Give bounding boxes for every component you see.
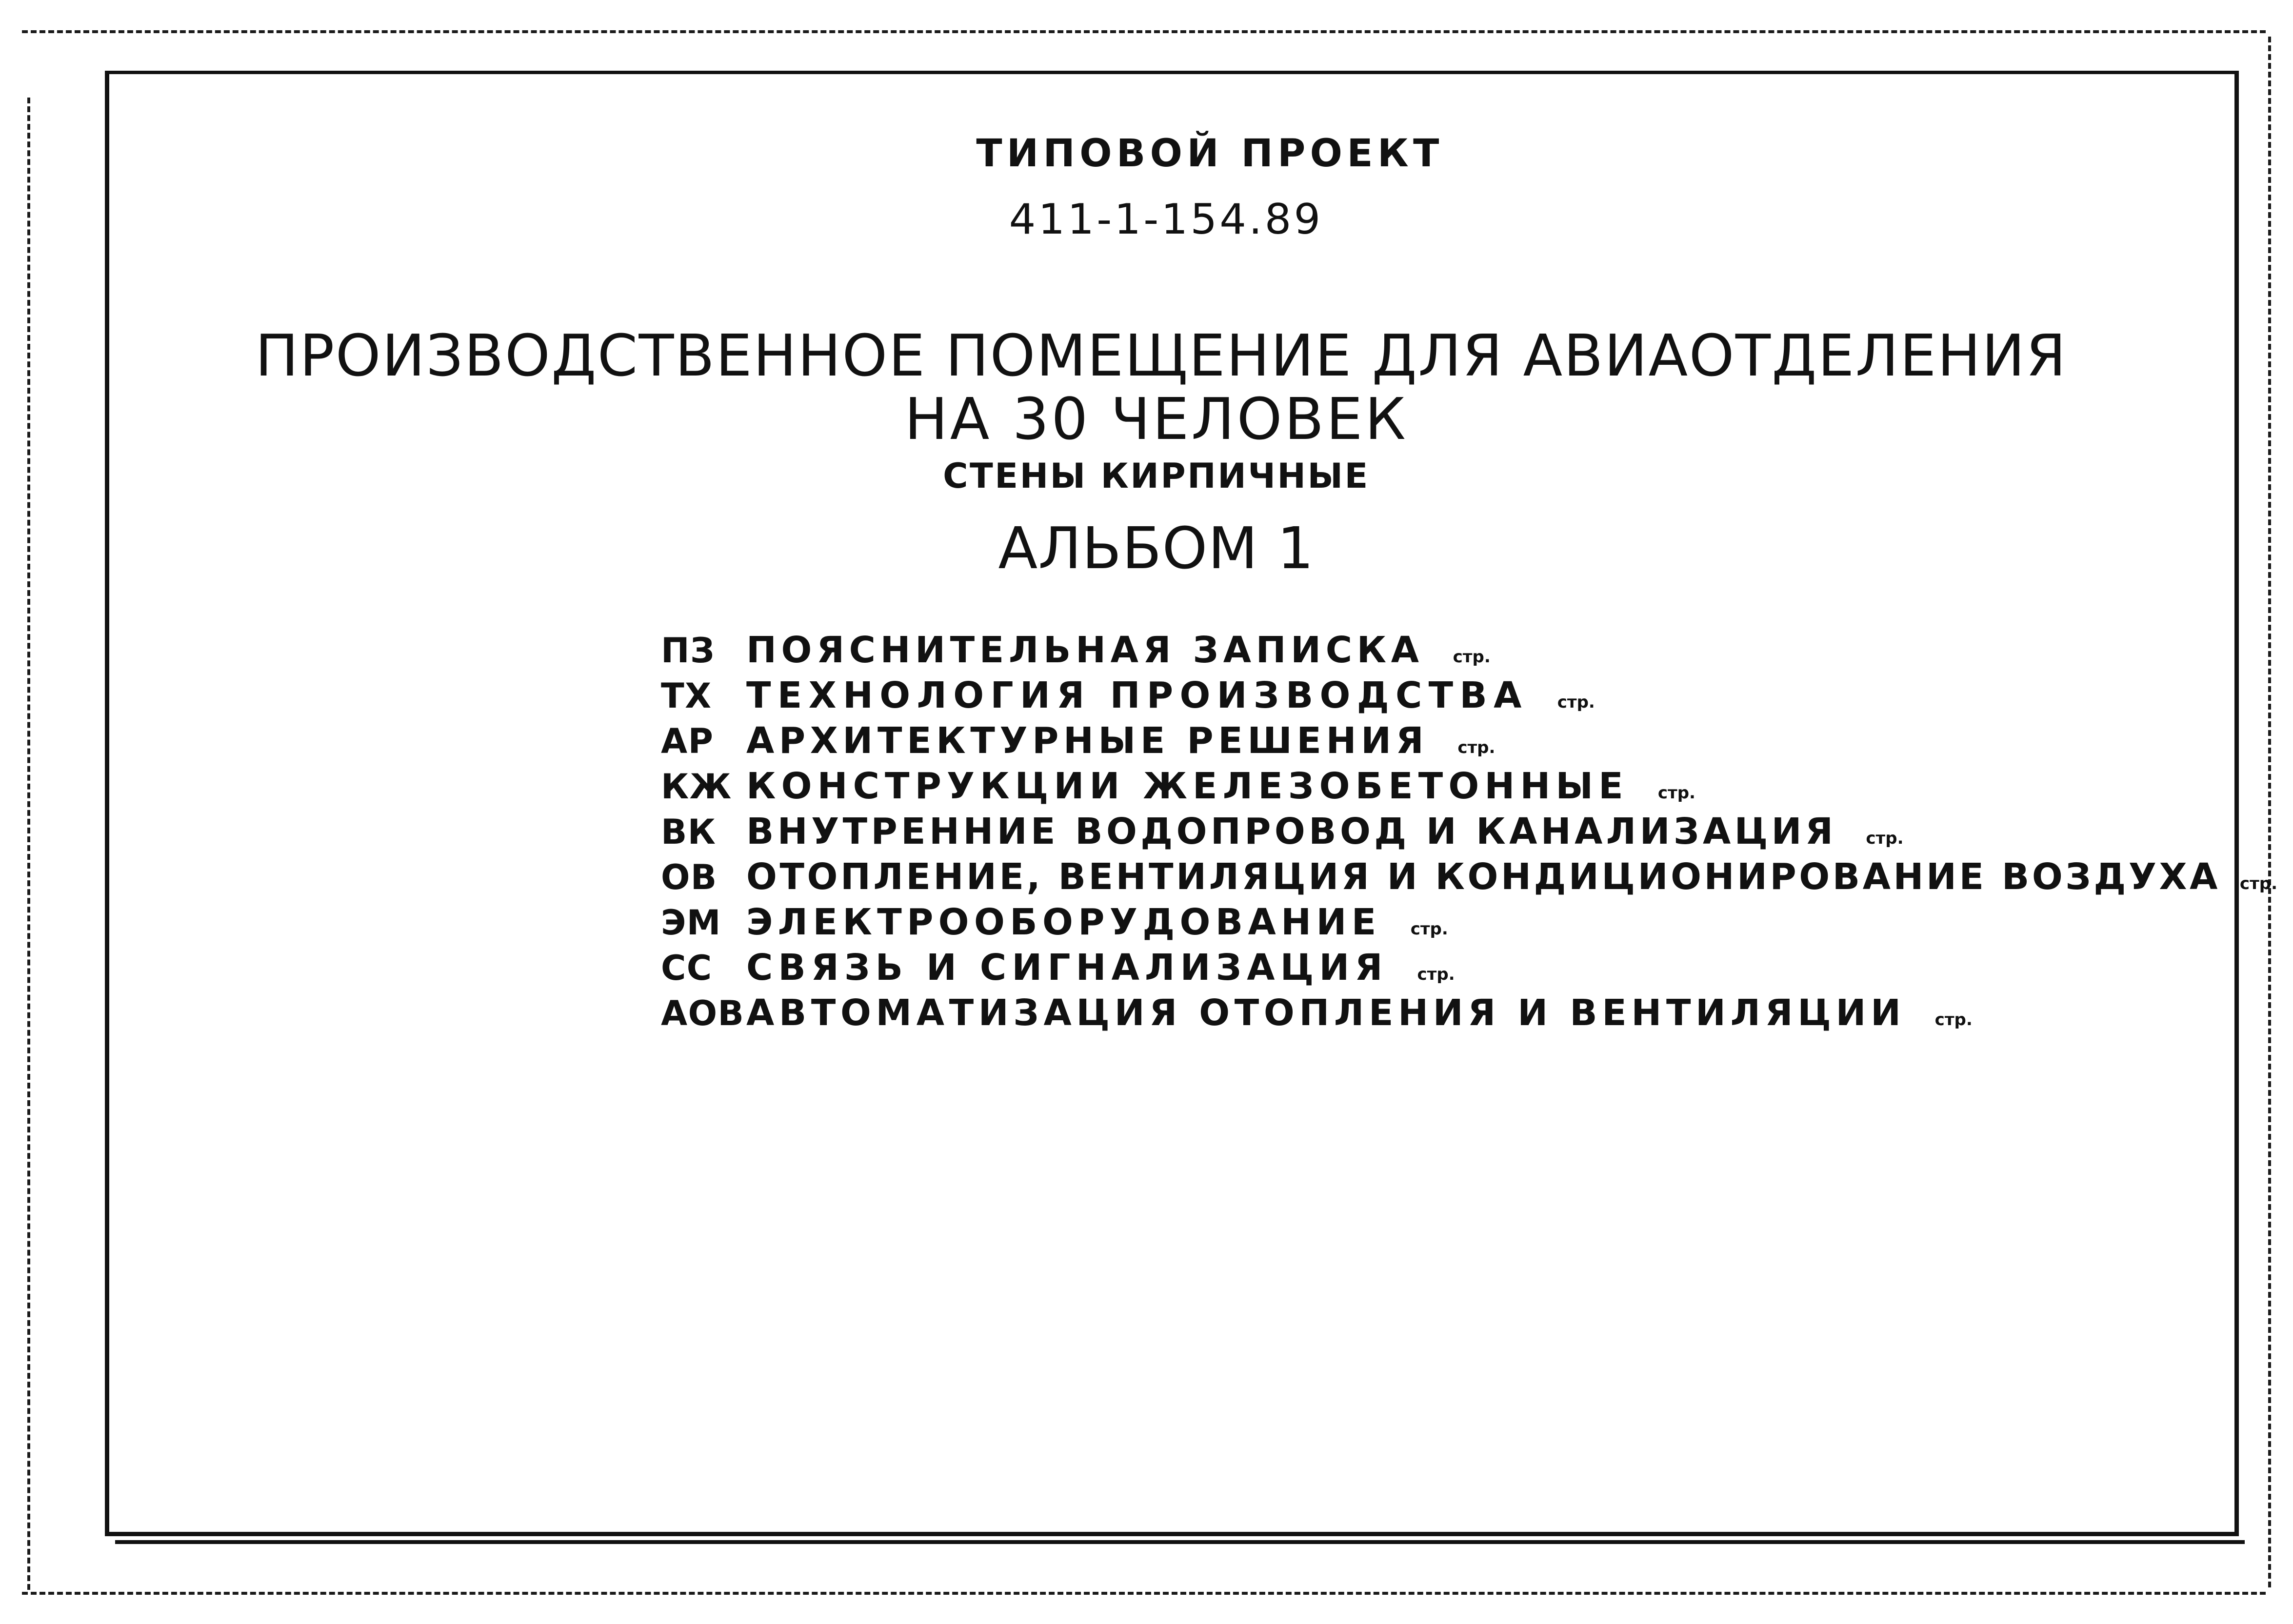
section-title: СВЯЗЬ И СИГНАЛИЗАЦИЯ	[746, 947, 1388, 989]
section-code: АР	[661, 721, 714, 761]
section-code: ВК	[661, 812, 717, 852]
page-ref: стр.	[1410, 919, 1448, 939]
contents-row	[661, 947, 2277, 992]
section-title: ВНУТРЕННИЕ ВОДОПРОВОД И КАНАЛИЗАЦИЯ	[746, 811, 1837, 852]
document-subtitle: НА 30 ЧЕЛОВЕК	[904, 385, 1408, 453]
project-type-label: ТИПОВОЙ ПРОЕКТ	[976, 132, 1444, 176]
section-title: КОНСТРУКЦИИ ЖЕЛЕЗОБЕТОННЫЕ	[746, 765, 1629, 807]
album-label: АЛЬБОМ 1	[998, 515, 1315, 582]
page-ref: стр.	[1417, 965, 1455, 984]
section-title: ТЕХНОЛОГИЯ ПРОИЗВОДСТВА	[746, 674, 1528, 716]
section-title: ОТОПЛЕНИЕ, ВЕНТИЛЯЦИЯ И КОНДИЦИОНИРОВАНИЕ ВОЗДУХА	[746, 856, 2220, 898]
page-ref: стр.	[1457, 738, 1495, 757]
page-ref: стр.	[1657, 783, 1695, 803]
contents-row	[661, 765, 2277, 811]
document-title: ПРОИЗВОДСТВЕННОЕ ПОМЕЩЕНИЕ ДЛЯ АВИАОТДЕЛЕНИЯ	[255, 322, 2067, 389]
page-ref: стр.	[1866, 829, 1904, 848]
section-title: АВТОМАТИЗАЦИЯ ОТОПЛЕНИЯ И ВЕНТИЛЯЦИИ	[746, 992, 1906, 1034]
page-ref: стр.	[2239, 874, 2278, 893]
frame-bottom-rule	[115, 1540, 2245, 1544]
contents-row	[661, 811, 2277, 856]
section-title: ЭЛЕКТРООБОРУДОВАНИЕ	[746, 901, 1381, 943]
section-code: КЖ	[661, 767, 732, 807]
contents-row	[661, 992, 2277, 1037]
contents-row	[661, 674, 2277, 720]
contents-row	[661, 720, 2277, 765]
section-code: ТХ	[661, 676, 712, 716]
section-code: ЭМ	[661, 903, 721, 943]
cut-line-top	[22, 30, 2266, 33]
contents-row	[661, 901, 2277, 947]
section-code: ПЗ	[661, 631, 716, 671]
page-ref: стр.	[1557, 693, 1595, 712]
contents-row	[661, 856, 2277, 901]
section-code: СС	[661, 948, 713, 988]
page-ref: стр.	[1934, 1010, 1973, 1030]
page-ref: стр.	[1453, 647, 1491, 667]
walls-note: СТЕНЫ КИРПИЧНЫЕ	[943, 456, 1370, 496]
cut-line-left	[27, 98, 30, 1590]
cut-line-bottom	[22, 1592, 2266, 1595]
section-code: АОВ	[661, 993, 745, 1033]
section-title: ПОЯСНИТЕЛЬНАЯ ЗАПИСКА	[746, 629, 1424, 671]
contents-row	[661, 629, 2277, 674]
section-title: АРХИТЕКТУРНЫЕ РЕШЕНИЯ	[746, 720, 1429, 762]
contents-list	[661, 629, 2277, 1037]
section-code: ОВ	[661, 857, 718, 897]
project-code: 411-1-154.89	[1009, 195, 1323, 244]
